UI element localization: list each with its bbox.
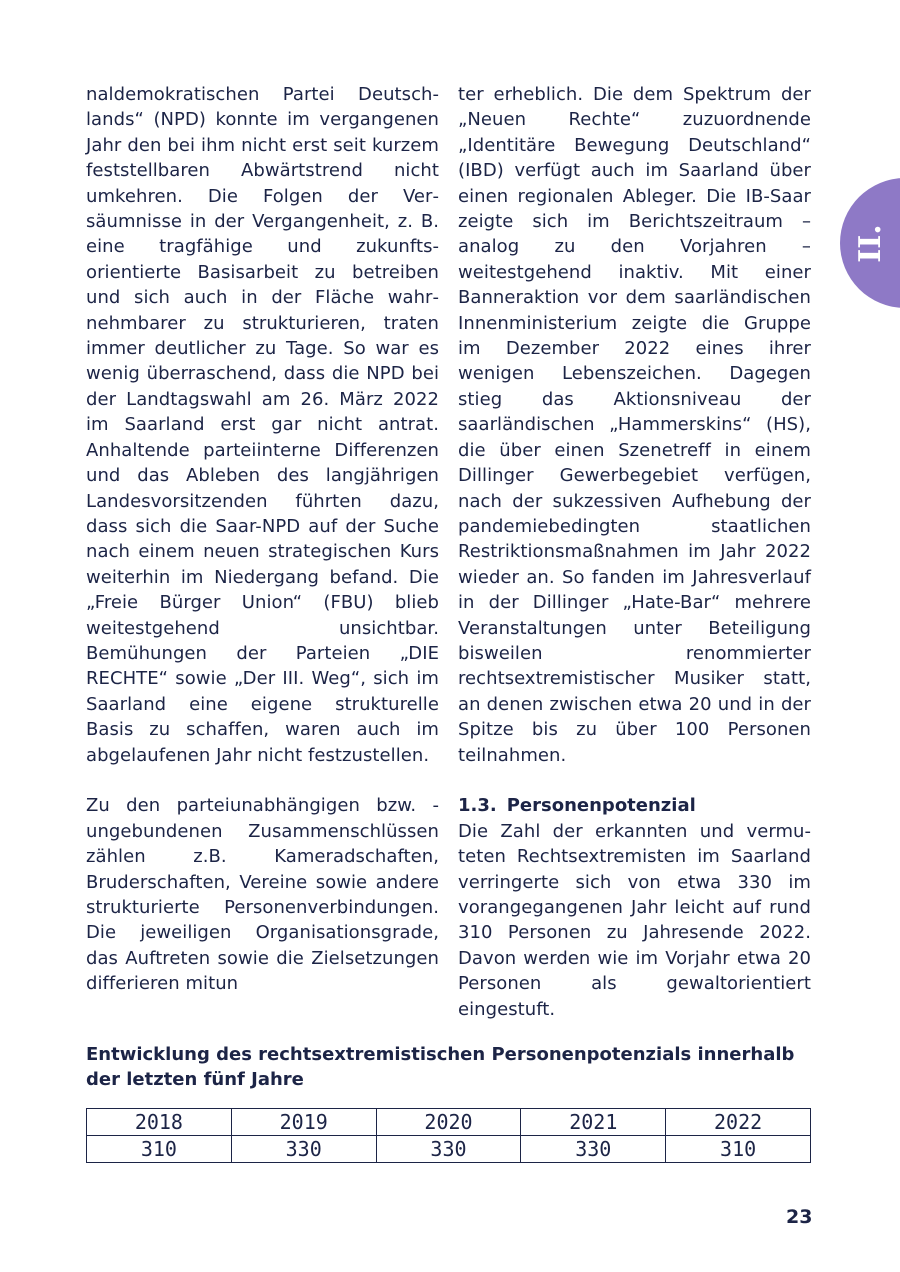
table-year-cell: 2019 [231,1109,376,1136]
right-column [458,82,811,1022]
table-year-cell: 2022 [666,1109,811,1136]
right-paragraph-2: Die Zahl der erkannten und vermuteten Rechtsextremisten im Saarland verringerte sich von etwa 330 im vorangegangenen Jahr leicht auf rund 310 Personen zu Jahresende 2022. Davon werden wie im Vorjahr etwa 20 Personen als gewaltorientiert eingestuft. [458,820,811,1020]
right-paragraph-1: ter erheblich. Die dem Spektrum der „Neuen Rechte“ zuzuordnende „Identitäre Bewegung Deutschland“ (IBD) verfügt auch im Saarland über einen regionalen Ableger. Die IB-Saar zeigte sich im Berichtszeitraum – analog zu den Vorjahren – weitestgehend inaktiv. Mit einer Banneraktion vor dem saarländischen Innenministerium zeigte die Gruppe im Dezember 2022 eines ihrer wenigen Lebenszeichen. Dagegen stieg das Aktionsniveau der saarländischen „Hammerskins“ (HS), die über einen Szenetreff in einem Dillinger Gewerbegebiet verfügen, nach der sukzessiven Aufhebung der pandemiebedingten staatlichen Restriktionsmaßnahmen im Jahr 2022 wieder an. So fanden im Jahresverlauf in der Dillinger „Hate-Bar“ mehrere Veranstaltungen unter Beteiligung bisweilen renommierter rechtsextremistischer Musiker statt, an denen zwischen etwa 20 und in der Spitze bis zu über 100 Personen teilnahmen. [458,84,811,766]
table-value-row [87,1136,811,1163]
chapter-marker-label: II. [852,223,888,263]
section-number: 1.3. [458,795,497,817]
chapter-tab-marker [840,178,900,308]
person-potential-table [86,1108,811,1163]
table-value-cell: 330 [376,1136,521,1163]
left-paragraph-2: Zu den parteiunabhängigen bzw. -ungebundenen Zusammenschlüssen zählen z.B. Kameradschaften, Bruderschaften, Vereine sowie andere strukturierte Personenverbindungen. Die jeweiligen Organisationsgrade, das Auftreten sowie die Zielsetzungen differieren mitun [86,795,439,995]
table-value-cell: 330 [521,1136,666,1163]
table-year-cell: 2020 [376,1109,521,1136]
table-year-cell: 2021 [521,1109,666,1136]
left-column [86,82,439,997]
table-value-cell: 310 [87,1136,232,1163]
section-title: Personenpotenzial [506,795,696,817]
table-value-cell: 330 [231,1136,376,1163]
table-year-cell: 2018 [87,1109,232,1136]
section-heading [458,793,811,818]
page-number: 23 [786,1206,813,1228]
left-paragraph-1: naldemokratischen Partei Deutschlands“ (NPD) konnte im vergangenen Jahr den bei ihm nicht erst seit kurzem feststellbaren Abwärtstrend nicht umkehren. Die Folgen der Versäumnisse in der Vergangenheit, z. B. eine tragfähige und zukunftsorientierte Basisarbeit zu betreiben und sich auch in der Fläche wahrnehmbarer zu strukturieren, traten immer deutlicher zu Tage. So war es wenig überraschend, dass die NPD bei der Landtagswahl am 26. März 2022 im Saarland erst gar nicht antrat. Anhaltende parteiinterne Differenzen und das Ableben des langjährigen Landesvorsitzenden führten dazu, dass sich die Saar-NPD auf der Suche nach einem neuen strategischen Kurs weiterhin im Niedergang befand. Die „Freie Bürger Union“ (FBU) blieb weitestgehend unsichtbar. Bemühungen der Parteien „DIE RECHTE“ sowie „Der III. Weg“, sich im Saarland eine eigene strukturelle Basis zu schaffen, waren auch im abgelaufenen Jahr nicht festzustellen. [86,84,439,766]
table-header-row [87,1109,811,1136]
table-value-cell: 310 [666,1136,811,1163]
table-caption: Entwicklung des rechtsextremistischen Personenpotenzials innerhalb der letzten fünf Jahre [86,1044,795,1091]
